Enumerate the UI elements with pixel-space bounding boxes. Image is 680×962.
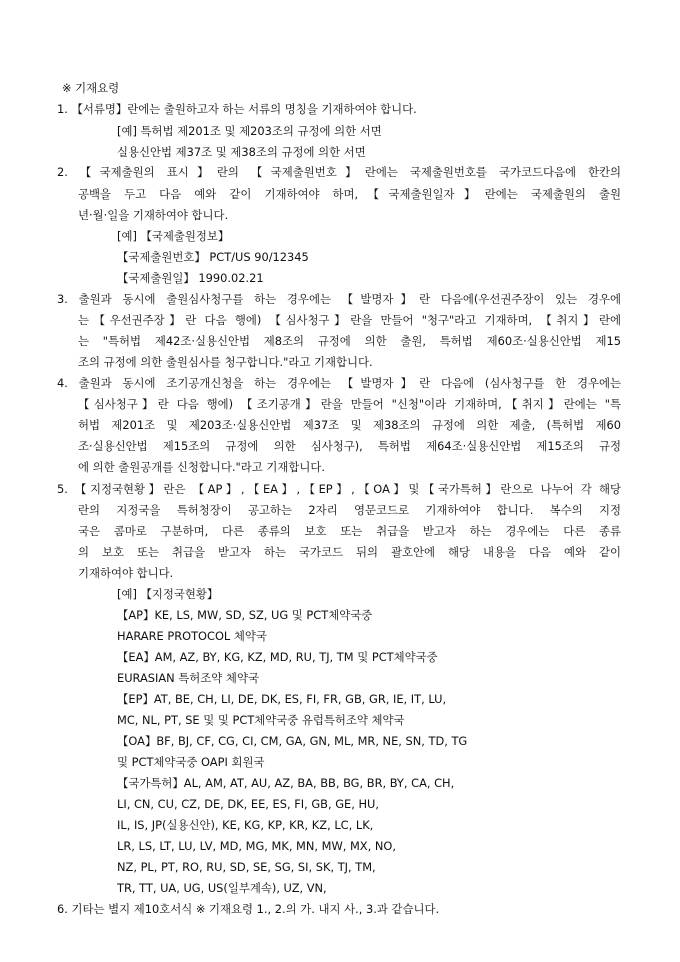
item-3-line: 는 "특허법 제42조·실용신안법 제8조의 규정에 의한 출원, 특허법 제60조·실용신안법 제15	[78, 334, 621, 348]
national-patent-line: LR, LS, LT, LU, LV, MD, MG, MK, MN, MW, MX, NO,	[117, 839, 396, 853]
item-4-line: 4. 출원과 동시에 조기공개신청을 하는 경우에는 【발명자】란 다음에 (심사청구를 한 경우에는	[57, 376, 621, 390]
item-2-example-line: 【국제출원일】 1990.02.21	[117, 271, 264, 285]
ep-countries-line: 【EP】AT, BE, CH, LI, DE, DK, ES, FI, FR, GB, GR, IE, IT, LU,	[117, 692, 447, 706]
item-4-line: 【심사청구】란 다음 행에) 【조기공개】란을 만들어 "신청"이라 기재하며,【취지】란에는 "특	[78, 397, 621, 411]
item-4-line: 허법 제201조 및 제203조·실용신안법 제37조 및 제38조의 규정에 의한 제출, (특허법 제60	[78, 418, 621, 432]
item-2-example-line: 【국제출원번호】 PCT/US 90/12345	[117, 250, 309, 264]
ep-countries-line: MC, NL, PT, SE 및 및 PCT체약국중 유럽특허조약 체약국	[117, 713, 405, 727]
item-2-line: 공백을 두고 다음 예와 같이 기재하여야 하며,【국제출원일자】란에는 국제출원의 출원	[78, 187, 621, 201]
national-patent-line: 【국가특허】AL, AM, AT, AU, AZ, BA, BB, BG, BR, BY, CA, CH,	[117, 776, 455, 790]
item-1-example-line: [예] 특허법 제201조 및 제203조의 규정에 의한 서면	[117, 124, 382, 138]
item-5-line: 국은 콤마로 구분하며, 다른 종류의 보호 또는 취급을 받고자 하는 경우에는 다른 종류	[78, 524, 621, 538]
ap-countries-line: 【AP】KE, LS, MW, SD, SZ, UG 및 PCT체약국중	[117, 608, 373, 622]
item-1-example-line: 실용신안법 제37조 및 제38조의 규정에 의한 서면	[117, 145, 366, 159]
item-2-line: 2. 【국제출원의 표시】란의 【국제출원번호】란에는 국제출원번호를 국가코드다음에 한칸의	[57, 165, 621, 179]
ea-countries-line: 【EA】AM, AZ, BY, KG, KZ, MD, RU, TJ, TM 및 PCT체약국중	[117, 650, 438, 664]
national-patent-line: IL, IS, JP(실용신안), KE, KG, KP, KR, KZ, LC, LK,	[117, 818, 374, 832]
item-6-line: 6. 기타는 별지 제10호서식 ※ 기재요령 1., 2.의 가. 내지 사., 3.과 같습니다.	[57, 902, 440, 916]
item-4-line: 조·실용신안법 제15조의 규정에 의한 심사청구), 특허법 제64조·실용신안법 제15조의 규정	[78, 439, 621, 453]
ap-countries-line: HARARE PROTOCOL 체약국	[117, 629, 267, 643]
national-patent-line: NZ, PL, PT, RO, RU, SD, SE, SG, SI, SK, TJ, TM,	[117, 860, 376, 874]
item-5-line: 5. 【지정국현황】란은 【AP】,【EA】,【EP】,【OA】및【국가특허】란으로 나누어 각 해당	[57, 482, 621, 496]
item-2-line: 년·월·일을 기재하여야 합니다.	[78, 208, 229, 222]
instructions-heading: ※ 기재요령	[62, 81, 120, 95]
item-2-example-heading: [예] 【국제출원정보】	[117, 229, 230, 243]
item-3-line: 3. 출원과 동시에 출원심사청구를 하는 경우에는 【발명자】란 다음에(우선권주장이 있는 경우에	[57, 292, 621, 306]
oa-countries-line: 및 PCT체약국중 OAPI 회원국	[117, 755, 265, 769]
item-1-line: 1. 【서류명】란에는 출원하고자 하는 서류의 명칭을 기재하여야 합니다.	[57, 102, 417, 116]
ea-countries-line: EURASIAN 특허조약 체약국	[117, 671, 259, 685]
item-5-line: 의 보호 또는 취급을 받고자 하는 국가코드 뒤의 괄호안에 해당 내용을 다음 예와 같이	[78, 545, 621, 559]
item-4-line: 에 의한 출원공개를 신청합니다."라고 기재합니다.	[78, 460, 326, 474]
oa-countries-line: 【OA】BF, BJ, CF, CG, CI, CM, GA, GN, ML, MR, NE, SN, TD, TG	[117, 734, 468, 748]
item-5-line: 란의 지정국을 특허청장이 공고하는 2자리 영문코드로 기재하여야 합니다. 복수의 지정	[78, 503, 621, 517]
item-5-example-heading: [예] 【지정국현황】	[117, 587, 219, 601]
item-5-line: 기재하여야 합니다.	[78, 566, 174, 580]
item-3-line: 조의 규정에 의한 출원심사를 청구합니다."라고 기재합니다.	[78, 355, 373, 369]
item-3-line: 는【우선권주장】란 다음 행에) 【심사청구】란을 만들어 "청구"라고 기재하며, 【취지】란에	[78, 313, 621, 327]
national-patent-line: LI, CN, CU, CZ, DE, DK, EE, ES, FI, GB, GE, HU,	[117, 797, 380, 811]
national-patent-line: TR, TT, UA, UG, US(일부계속), UZ, VN,	[117, 881, 327, 895]
